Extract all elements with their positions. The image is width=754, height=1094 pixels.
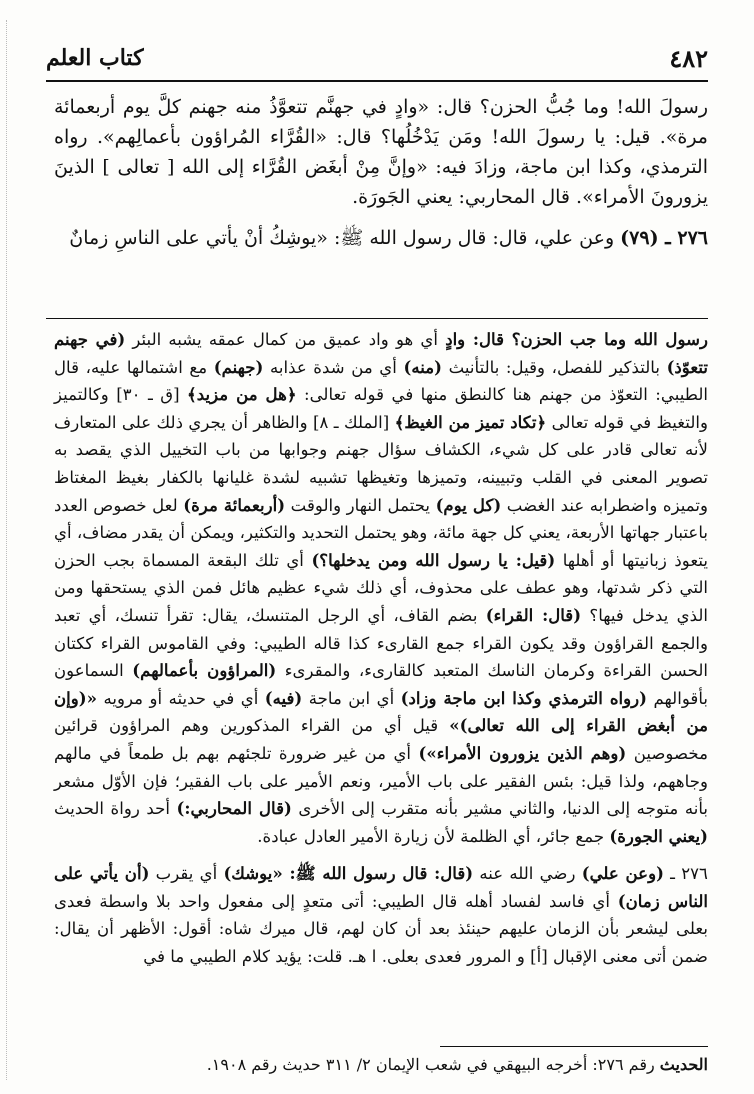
commentary-bold-segment: (قال المحاربي:): [176, 798, 292, 819]
commentary-bold-segment: ﴿هل من مزيد﴾: [187, 384, 297, 405]
commentary-bold-segment: (أن يأتي على الناس زمان): [54, 863, 708, 911]
commentary-segment: جمع جائر، أي الظلمة لأن زيارة الأمير العادل عبادة.: [257, 826, 610, 846]
commentary-bold-segment: (جهنم): [213, 356, 264, 377]
commentary-segment: قيل أي من القراء المذكورين وهم المراؤون قرائين مخصوصين: [54, 716, 708, 763]
commentary-paragraph: [54, 860, 708, 970]
hadith-paragraph: [54, 220, 708, 256]
commentary-segment: بضم القاف، أي الرجل المتنسك، يقال: تقرأ تنسك، أي تعبد والجمع القراؤون وقد يكون القراء جمع القارىء كذا قاله الطيبي: وفي القاموس القراء ككتان الحسن القراءة وكرمان الناسك المتعبد كالقارىء، والمقرىء: [54, 605, 708, 681]
footnote-text: رقم ٢٧٦: أخرجه البيهقي في شعب الإيمان ٢/ ٣١١ حديث رقم ١٩٠٨.: [206, 1055, 660, 1074]
commentary-segment: أحد رواة الحديث: [54, 799, 177, 819]
commentary-bold-segment: (المراؤون بأعمالهم): [132, 660, 277, 681]
book-title: كتاب العلم: [46, 45, 144, 71]
commentary-paragraph: [54, 326, 708, 850]
footnote-label: الحديث: [659, 1055, 708, 1074]
commentary-segment: رضي الله عنه: [473, 864, 582, 884]
commentary-segment: بالتذكير للفصل، وقيل: بالتأنيث: [442, 357, 667, 377]
commentary-segment: السماعون بأقوالهم: [54, 661, 708, 708]
commentary-bold-segment: «(وإن من أبغض القراء إلى الله تعالى)»: [54, 687, 708, 736]
commentary-bold-segment: رسول الله وما جب الحزن؟ قال: وادٍ: [445, 329, 708, 349]
commentary-segment: ٢٧٦ ـ: [663, 864, 708, 884]
commentary-segment: يحتمل النهار والوقت: [285, 495, 436, 515]
commentary-bold-segment: (أربعمائة مرة): [183, 494, 286, 515]
page-header: [46, 38, 708, 78]
commentary-bold-segment: (كل يوم): [435, 494, 502, 515]
commentary-segment: أي هو واد عميق من كمال عمقه يشبه البئر: [125, 330, 446, 349]
hadith-number: ٢٧٦ ـ (٧٩): [620, 227, 708, 249]
commentary-segment: [ق ـ ٣٠] وكالتميز والتغيظ في قوله تعالى: [54, 385, 708, 432]
page-edge: [6, 20, 15, 1080]
commentary-segment: أي في حديثه أو مرويه: [97, 688, 265, 708]
commentary-bold-segment: (قال: قال رسول الله ﷺ: «يوشك): [223, 863, 474, 884]
commentary-segment: أي ابن ماجة: [302, 688, 401, 708]
page-number: ٤٨٢: [669, 43, 708, 73]
commentary-segment: أي فاسد لفساد أهله قال الطيبي: أتى متعدٍ إلى مفعول واحد بلا واسطة فعدى بعلى ليشعر بأن الزمان عليهم حينئذ بعد أن كان لهم، قال ميرك شاه: أقول: الأظهر أن يقال: ضمن أتى معنى الإقبال [أ] و المرور فعدى بعلى. ا هـ. قلت: يؤيد كلام الطيبي ما في: [54, 891, 708, 967]
main-text: [54, 92, 708, 256]
commentary-bold-segment: (وهم الذين يزورون الأمراء»): [418, 742, 627, 763]
commentary-segment: [الملك ـ ٨] والظاهر أن يجري ذلك على المتعارف لأنه تعالى قادر على كل شيء، الكشاف سؤال جهنم وجوابها من باب التخييل الذي يقصد به تصوير المعنى في القلب وتبيينه، وتميزها وتغيظها تشبيه لشدة غليانها بالكفار بغيظ المغتاظ وتميزه واضطرابه عند الغضب: [54, 412, 708, 515]
commentary-segment: أي من شدة عذابه: [263, 357, 404, 377]
header-rule: [46, 80, 708, 82]
commentary-bold-segment: ﴿تكاد تميز من الغيظ﴾: [394, 411, 547, 432]
commentary-segment: أي من غير ضرورة تلجئهم بهم بل طمعاً في مالهم وجاههم، ولذا قيل: بئس الفقير على باب الأمير، ونعم الأمير على باب الفقير؛ فإن الأوّل مشعر بأنه متوجه إلى الدنيا، والثاني مشير بأنه متقرب إلى الأخرى: [54, 743, 709, 819]
commentary-bold-segment: (منه): [403, 356, 443, 377]
footnote: [54, 1052, 708, 1078]
main-paragraph: رسولَ الله! وما جُبُّ الحزن؟ قال: «وادٍ في جهنَّم تتعوَّذُ منه جهنم كلَّ يوم أربعمائة مرة». قيل: يا رسولَ الله! ومَن يَدْخُلُها؟ قال: «القُرَّاء المُراؤون بأعمالِهم». رواه الترمذي، وكذا ابن ماجة، وزادَ فيه: «وإنَّ مِنْ أبغَض القُرَّاء إلى الله [ تعالى ] الذينَ يزورونَ الأمراء». قال المحاربي: يعني الجَورَة.: [54, 96, 708, 208]
commentary-bold-segment: (فيه): [264, 687, 303, 708]
commentary-bold-segment: (وعن علي): [581, 863, 664, 884]
commentary-segment: أي تلك البقعة المسماة بجب الحزن التي ذكر شدتها، وهو عطف على محذوف، أي ذلك شيء عظيم هائل فمن الذي يستحقها ومن الذي يدخل فيها؟: [54, 550, 709, 625]
commentary-segment: مع اشتمالها عليه، قال الطيبي: التعوّذ من جهنم هنا كالنطق منها في قوله تعالى:: [54, 357, 708, 405]
commentary-bold-segment: (رواه الترمذي وكذا ابن ماجة وزاد): [400, 687, 648, 708]
commentary-bold-segment: (قال: القراء): [485, 604, 582, 625]
commentary-segment: لعل خصوص العدد باعتبار جهاتها الأربعة، يعني كل جهة مائة، وهو يحتمل التحديد والتكثير، ويمكن أن يقدر مضاف، أي يتعوذ زبانيتها أو أهلها: [54, 495, 709, 570]
commentary: [54, 326, 708, 971]
commentary-divider: [46, 318, 708, 319]
commentary-bold-segment: (في جهنم تتعوّذ): [54, 329, 709, 377]
commentary-bold-segment: (يعني الجورة): [609, 825, 708, 846]
commentary-bold-segment: (قيل: يا رسول الله ومن يدخلها؟): [311, 549, 556, 570]
commentary-segment: أي يقرب: [149, 864, 224, 884]
footnote-rule: [440, 1046, 708, 1047]
hadith-text: وعن علي، قال: قال رسول الله ﷺ: «يوشِكُ أنْ يأتي على الناسِ زمانٌ: [69, 227, 621, 249]
